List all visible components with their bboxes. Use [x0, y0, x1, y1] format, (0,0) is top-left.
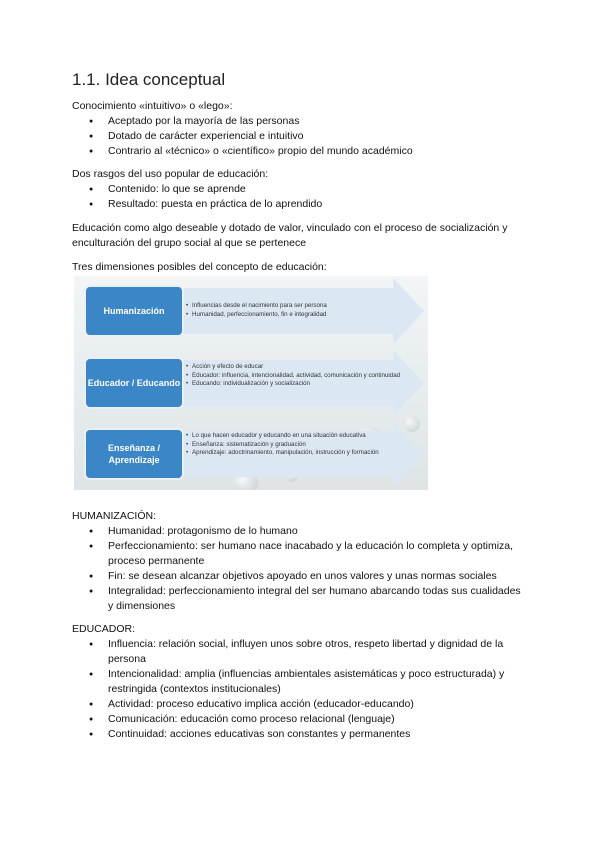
section2-intro: Dos rasgos del uso popular de educación:: [72, 168, 269, 180]
diagram-item: • Influencias desde el nacimiento para ser persona: [186, 302, 406, 311]
diagram-items: [186, 363, 406, 389]
list-item: ● Actividad: proceso educativo implica acción (educador-educando): [72, 697, 527, 712]
list-item: ● Comunicación: educación como proceso relacional (lenguaje): [72, 712, 527, 727]
diagram-items: [186, 432, 406, 458]
list-item: ● Aceptado por la mayoría de las personas: [72, 114, 527, 129]
educador-list: [72, 637, 527, 742]
diagram-item: • Enseñanza: sistematización y graduación: [186, 441, 406, 450]
list-item: ● Fin: se desean alcanzar objetivos apoyado en unos valores y unas normas sociales: [72, 569, 527, 584]
list-item: ● Humanidad: protagonismo de lo humano: [72, 524, 527, 539]
list-item: ● Contrario al «técnico» o «científico» propio del mundo académico: [72, 144, 527, 159]
educador-title: EDUCADOR:: [72, 623, 136, 635]
list-item: ● Influencia: relación social, influyen unos sobre otros, respeto libertad y dignidad de la persona: [72, 637, 527, 667]
section-heading: 1.1. Idea conceptual: [72, 70, 226, 89]
diagram-row-ensenanza: [78, 421, 424, 487]
diagram-item: • Humanidad, perfeccionamiento, fin e integralidad: [186, 311, 406, 320]
diagram-items: [186, 302, 406, 319]
list-item: ● Resultado: puesta en práctica de lo aprendido: [72, 197, 527, 212]
diagram-label: Humanización: [84, 285, 184, 337]
list-item: ● Continuidad: acciones educativas son constantes y permanentes: [72, 727, 527, 742]
list-item: ● Contenido: lo que se aprende: [72, 182, 527, 197]
paragraph-education: Educación como algo deseable y dotado de valor, vinculado con el proceso de socialización y enculturación del grupo social al que se pertenece: [72, 222, 508, 249]
diagram-item: • Educando: individualización y socialización: [186, 380, 406, 389]
diagram-row-humanizacion: [78, 278, 424, 344]
list-item: ● Integralidad: perfeccionamiento integral del ser humano abarcando todas sus cualidades y dimensiones: [72, 584, 527, 614]
paragraph-dimensions: Tres dimensiones posibles del concepto de educación:: [72, 261, 327, 273]
diagram-item: • Aprendizaje: adoctrinamiento, manipulación, instrucción y formación: [186, 449, 406, 458]
diagram-row-educador: [78, 350, 424, 416]
section2-list: [72, 182, 527, 212]
humanizacion-title: HUMANIZACIÓN:: [72, 510, 156, 522]
diagram-item: • Educador: influencia, intencionalidad, actividad, comunicación y continuidad: [186, 372, 406, 381]
diagram-label: Educador / Educando: [84, 357, 184, 409]
humanizacion-list: [72, 524, 527, 614]
dimensions-diagram: [74, 276, 428, 490]
diagram-item: • Lo que hacen educador y educando en una situación educativa: [186, 432, 406, 441]
list-item: ● Perfeccionamiento: ser humano nace inacabado y la educación lo completa y optimiza, proceso permanente: [72, 539, 527, 569]
section1-list: [72, 114, 527, 159]
diagram-label: Enseñanza / Aprendizaje: [84, 428, 184, 480]
section1-intro: Conocimiento «intuitivo» o «lego»:: [72, 100, 233, 112]
list-item: ● Dotado de carácter experiencial e intuitivo: [72, 129, 527, 144]
diagram-item: • Acción y efecto de educar: [186, 363, 406, 372]
list-item: ● Intencionalidad: amplia (influencias ambientales asistemáticas y poco estructurada) y restringida (contextos institucionales): [72, 667, 527, 697]
